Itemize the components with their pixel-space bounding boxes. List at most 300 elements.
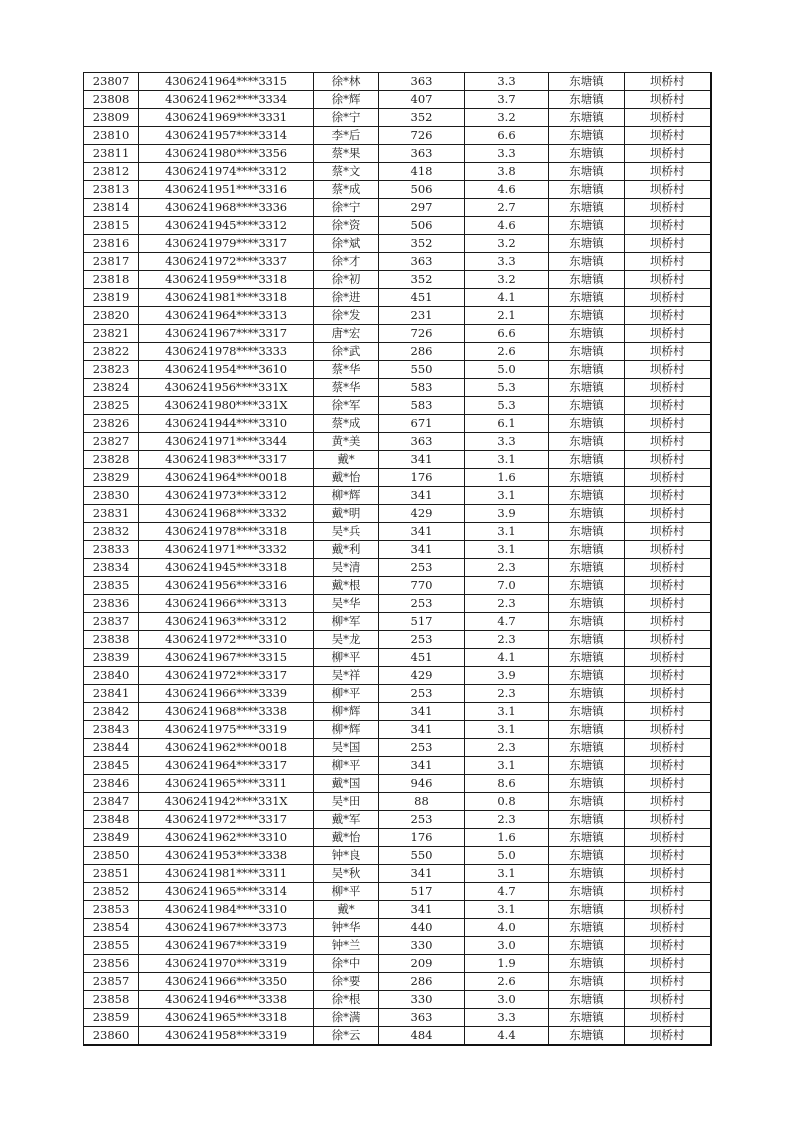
name-cell: 徐*发 [314, 307, 379, 325]
table-row [84, 451, 711, 469]
area-cell: 2.1 [465, 307, 549, 325]
town-cell: 东塘镇 [549, 91, 625, 109]
village-cell: 坝桥村 [625, 325, 711, 343]
table-row [84, 505, 711, 523]
name-cell: 吴*田 [314, 793, 379, 811]
village-cell: 坝桥村 [625, 973, 711, 991]
table-row [84, 577, 711, 595]
area-cell: 4.7 [465, 883, 549, 901]
name-cell: 蔡*华 [314, 361, 379, 379]
town-cell: 东塘镇 [549, 73, 625, 91]
table-row [84, 469, 711, 487]
village-cell: 坝桥村 [625, 685, 711, 703]
table-row [84, 379, 711, 397]
table-row [84, 901, 711, 919]
table-row [84, 289, 711, 307]
village-cell: 坝桥村 [625, 199, 711, 217]
village-cell: 坝桥村 [625, 289, 711, 307]
town-cell: 东塘镇 [549, 145, 625, 163]
table-row [84, 865, 711, 883]
town-cell: 东塘镇 [549, 631, 625, 649]
town-cell: 东塘镇 [549, 577, 625, 595]
area-cell: 5.0 [465, 361, 549, 379]
name-cell: 柳*平 [314, 757, 379, 775]
id-number-cell: 4306241973****3312 [139, 487, 314, 505]
table-row [84, 145, 711, 163]
area-cell: 2.3 [465, 685, 549, 703]
table-row [84, 397, 711, 415]
id-number-cell: 4306241959****3318 [139, 271, 314, 289]
serial-number-cell: 23818 [84, 271, 139, 289]
amount-cell: 352 [379, 235, 465, 253]
id-number-cell: 4306241978****3333 [139, 343, 314, 361]
id-number-cell: 4306241980****3356 [139, 145, 314, 163]
id-number-cell: 4306241967****3373 [139, 919, 314, 937]
table-row [84, 415, 711, 433]
amount-cell: 517 [379, 883, 465, 901]
amount-cell: 352 [379, 109, 465, 127]
roster-table-body [84, 73, 711, 1046]
name-cell: 徐*根 [314, 991, 379, 1009]
table-row [84, 793, 711, 811]
area-cell: 3.3 [465, 1009, 549, 1027]
village-cell: 坝桥村 [625, 793, 711, 811]
village-cell: 坝桥村 [625, 901, 711, 919]
name-cell: 钟*兰 [314, 937, 379, 955]
amount-cell: 726 [379, 127, 465, 145]
serial-number-cell: 23827 [84, 433, 139, 451]
table-row [84, 631, 711, 649]
name-cell: 吴*清 [314, 559, 379, 577]
village-cell: 坝桥村 [625, 433, 711, 451]
town-cell: 东塘镇 [549, 109, 625, 127]
town-cell: 东塘镇 [549, 343, 625, 361]
amount-cell: 341 [379, 451, 465, 469]
area-cell: 4.1 [465, 649, 549, 667]
id-number-cell: 4306241965****3314 [139, 883, 314, 901]
amount-cell: 209 [379, 955, 465, 973]
amount-cell: 341 [379, 757, 465, 775]
amount-cell: 253 [379, 631, 465, 649]
id-number-cell: 4306241964****3317 [139, 757, 314, 775]
name-cell: 蔡*成 [314, 415, 379, 433]
amount-cell: 484 [379, 1027, 465, 1046]
serial-number-cell: 23816 [84, 235, 139, 253]
area-cell: 3.9 [465, 505, 549, 523]
table-row [84, 1027, 711, 1046]
village-cell: 坝桥村 [625, 343, 711, 361]
amount-cell: 363 [379, 73, 465, 91]
id-number-cell: 4306241972****3317 [139, 811, 314, 829]
serial-number-cell: 23838 [84, 631, 139, 649]
serial-number-cell: 23857 [84, 973, 139, 991]
amount-cell: 451 [379, 649, 465, 667]
area-cell: 3.1 [465, 487, 549, 505]
area-cell: 5.0 [465, 847, 549, 865]
id-number-cell: 4306241964****0018 [139, 469, 314, 487]
id-number-cell: 4306241953****3338 [139, 847, 314, 865]
name-cell: 吴*秋 [314, 865, 379, 883]
serial-number-cell: 23831 [84, 505, 139, 523]
name-cell: 徐*资 [314, 217, 379, 235]
area-cell: 2.3 [465, 595, 549, 613]
village-cell: 坝桥村 [625, 829, 711, 847]
town-cell: 东塘镇 [549, 955, 625, 973]
name-cell: 蔡*果 [314, 145, 379, 163]
table-row [84, 973, 711, 991]
town-cell: 东塘镇 [549, 163, 625, 181]
area-cell: 4.6 [465, 217, 549, 235]
town-cell: 东塘镇 [549, 397, 625, 415]
amount-cell: 583 [379, 397, 465, 415]
id-number-cell: 4306241942****331X [139, 793, 314, 811]
town-cell: 东塘镇 [549, 253, 625, 271]
area-cell: 3.3 [465, 433, 549, 451]
name-cell: 徐*宁 [314, 199, 379, 217]
name-cell: 柳*平 [314, 649, 379, 667]
amount-cell: 946 [379, 775, 465, 793]
name-cell: 戴*军 [314, 811, 379, 829]
serial-number-cell: 23812 [84, 163, 139, 181]
town-cell: 东塘镇 [549, 937, 625, 955]
village-cell: 坝桥村 [625, 253, 711, 271]
name-cell: 李*后 [314, 127, 379, 145]
area-cell: 4.7 [465, 613, 549, 631]
table-row [84, 613, 711, 631]
area-cell: 6.1 [465, 415, 549, 433]
village-cell: 坝桥村 [625, 469, 711, 487]
table-row [84, 127, 711, 145]
serial-number-cell: 23853 [84, 901, 139, 919]
table-row [84, 523, 711, 541]
id-number-cell: 4306241972****3310 [139, 631, 314, 649]
serial-number-cell: 23855 [84, 937, 139, 955]
area-cell: 3.3 [465, 253, 549, 271]
amount-cell: 341 [379, 901, 465, 919]
serial-number-cell: 23811 [84, 145, 139, 163]
serial-number-cell: 23817 [84, 253, 139, 271]
table-row [84, 919, 711, 937]
name-cell: 戴*利 [314, 541, 379, 559]
village-cell: 坝桥村 [625, 541, 711, 559]
town-cell: 东塘镇 [549, 451, 625, 469]
serial-number-cell: 23808 [84, 91, 139, 109]
serial-number-cell: 23820 [84, 307, 139, 325]
serial-number-cell: 23821 [84, 325, 139, 343]
serial-number-cell: 23842 [84, 703, 139, 721]
table-row [84, 775, 711, 793]
name-cell: 徐*林 [314, 73, 379, 91]
amount-cell: 583 [379, 379, 465, 397]
table-row [84, 163, 711, 181]
amount-cell: 88 [379, 793, 465, 811]
name-cell: 戴*怡 [314, 469, 379, 487]
area-cell: 4.6 [465, 181, 549, 199]
name-cell: 柳*辉 [314, 703, 379, 721]
table-row [84, 739, 711, 757]
serial-number-cell: 23850 [84, 847, 139, 865]
table-row [84, 253, 711, 271]
table-row [84, 307, 711, 325]
amount-cell: 341 [379, 523, 465, 541]
town-cell: 东塘镇 [549, 505, 625, 523]
id-number-cell: 4306241956****331X [139, 379, 314, 397]
amount-cell: 363 [379, 145, 465, 163]
name-cell: 黄*美 [314, 433, 379, 451]
town-cell: 东塘镇 [549, 991, 625, 1009]
area-cell: 3.9 [465, 667, 549, 685]
area-cell: 2.6 [465, 343, 549, 361]
village-cell: 坝桥村 [625, 937, 711, 955]
name-cell: 徐*辉 [314, 91, 379, 109]
town-cell: 东塘镇 [549, 829, 625, 847]
id-number-cell: 4306241972****3317 [139, 667, 314, 685]
town-cell: 东塘镇 [549, 685, 625, 703]
serial-number-cell: 23851 [84, 865, 139, 883]
name-cell: 徐*进 [314, 289, 379, 307]
village-cell: 坝桥村 [625, 397, 711, 415]
village-cell: 坝桥村 [625, 649, 711, 667]
area-cell: 1.6 [465, 829, 549, 847]
amount-cell: 286 [379, 343, 465, 361]
area-cell: 3.3 [465, 73, 549, 91]
name-cell: 蔡*成 [314, 181, 379, 199]
table-row [84, 685, 711, 703]
serial-number-cell: 23815 [84, 217, 139, 235]
area-cell: 6.6 [465, 325, 549, 343]
id-number-cell: 4306241981****3318 [139, 289, 314, 307]
table-row [84, 271, 711, 289]
town-cell: 东塘镇 [549, 1027, 625, 1046]
serial-number-cell: 23810 [84, 127, 139, 145]
id-number-cell: 4306241956****3316 [139, 577, 314, 595]
serial-number-cell: 23847 [84, 793, 139, 811]
table-row [84, 181, 711, 199]
id-number-cell: 4306241951****3316 [139, 181, 314, 199]
area-cell: 2.6 [465, 973, 549, 991]
area-cell: 4.4 [465, 1027, 549, 1046]
table-row [84, 235, 711, 253]
amount-cell: 550 [379, 361, 465, 379]
amount-cell: 330 [379, 991, 465, 1009]
id-number-cell: 4306241962****3310 [139, 829, 314, 847]
area-cell: 3.3 [465, 145, 549, 163]
amount-cell: 517 [379, 613, 465, 631]
table-row [84, 487, 711, 505]
area-cell: 3.1 [465, 757, 549, 775]
id-number-cell: 4306241974****3312 [139, 163, 314, 181]
serial-number-cell: 23837 [84, 613, 139, 631]
amount-cell: 506 [379, 217, 465, 235]
area-cell: 8.6 [465, 775, 549, 793]
name-cell: 吴*兵 [314, 523, 379, 541]
serial-number-cell: 23844 [84, 739, 139, 757]
name-cell: 徐*斌 [314, 235, 379, 253]
amount-cell: 451 [379, 289, 465, 307]
town-cell: 东塘镇 [549, 559, 625, 577]
amount-cell: 176 [379, 469, 465, 487]
name-cell: 徐*要 [314, 973, 379, 991]
town-cell: 东塘镇 [549, 811, 625, 829]
name-cell: 吴*龙 [314, 631, 379, 649]
id-number-cell: 4306241964****3313 [139, 307, 314, 325]
id-number-cell: 4306241958****3319 [139, 1027, 314, 1046]
table-row [84, 91, 711, 109]
serial-number-cell: 23840 [84, 667, 139, 685]
table-row [84, 361, 711, 379]
table-row [84, 109, 711, 127]
id-number-cell: 4306241972****3337 [139, 253, 314, 271]
serial-number-cell: 23830 [84, 487, 139, 505]
name-cell: 戴*怡 [314, 829, 379, 847]
town-cell: 东塘镇 [549, 523, 625, 541]
id-number-cell: 4306241969****3331 [139, 109, 314, 127]
table-row [84, 325, 711, 343]
serial-number-cell: 23824 [84, 379, 139, 397]
village-cell: 坝桥村 [625, 865, 711, 883]
serial-number-cell: 23841 [84, 685, 139, 703]
amount-cell: 341 [379, 865, 465, 883]
name-cell: 徐*中 [314, 955, 379, 973]
amount-cell: 352 [379, 271, 465, 289]
area-cell: 3.1 [465, 901, 549, 919]
town-cell: 东塘镇 [549, 973, 625, 991]
serial-number-cell: 23849 [84, 829, 139, 847]
town-cell: 东塘镇 [549, 181, 625, 199]
serial-number-cell: 23825 [84, 397, 139, 415]
village-cell: 坝桥村 [625, 415, 711, 433]
amount-cell: 231 [379, 307, 465, 325]
table-row [84, 433, 711, 451]
area-cell: 6.6 [465, 127, 549, 145]
table-row [84, 757, 711, 775]
id-number-cell: 4306241979****3317 [139, 235, 314, 253]
table-row [84, 703, 711, 721]
amount-cell: 286 [379, 973, 465, 991]
area-cell: 3.1 [465, 865, 549, 883]
serial-number-cell: 23807 [84, 73, 139, 91]
id-number-cell: 4306241968****3332 [139, 505, 314, 523]
village-cell: 坝桥村 [625, 757, 711, 775]
town-cell: 东塘镇 [549, 793, 625, 811]
area-cell: 3.2 [465, 235, 549, 253]
id-number-cell: 4306241978****3318 [139, 523, 314, 541]
name-cell: 唐*宏 [314, 325, 379, 343]
serial-number-cell: 23854 [84, 919, 139, 937]
town-cell: 东塘镇 [549, 649, 625, 667]
village-cell: 坝桥村 [625, 109, 711, 127]
village-cell: 坝桥村 [625, 577, 711, 595]
name-cell: 徐*初 [314, 271, 379, 289]
town-cell: 东塘镇 [549, 415, 625, 433]
serial-number-cell: 23839 [84, 649, 139, 667]
area-cell: 3.2 [465, 109, 549, 127]
area-cell: 5.3 [465, 397, 549, 415]
area-cell: 2.3 [465, 811, 549, 829]
village-cell: 坝桥村 [625, 595, 711, 613]
area-cell: 2.3 [465, 631, 549, 649]
town-cell: 东塘镇 [549, 217, 625, 235]
serial-number-cell: 23860 [84, 1027, 139, 1046]
amount-cell: 363 [379, 253, 465, 271]
village-cell: 坝桥村 [625, 1009, 711, 1027]
village-cell: 坝桥村 [625, 631, 711, 649]
table-row [84, 559, 711, 577]
id-number-cell: 4306241944****3310 [139, 415, 314, 433]
village-cell: 坝桥村 [625, 847, 711, 865]
village-cell: 坝桥村 [625, 91, 711, 109]
serial-number-cell: 23822 [84, 343, 139, 361]
name-cell: 戴*明 [314, 505, 379, 523]
town-cell: 东塘镇 [549, 541, 625, 559]
serial-number-cell: 23829 [84, 469, 139, 487]
id-number-cell: 4306241971****3344 [139, 433, 314, 451]
area-cell: 3.1 [465, 721, 549, 739]
town-cell: 东塘镇 [549, 919, 625, 937]
amount-cell: 429 [379, 505, 465, 523]
table-row [84, 955, 711, 973]
serial-number-cell: 23823 [84, 361, 139, 379]
town-cell: 东塘镇 [549, 703, 625, 721]
town-cell: 东塘镇 [549, 127, 625, 145]
area-cell: 2.3 [465, 559, 549, 577]
name-cell: 柳*辉 [314, 487, 379, 505]
village-cell: 坝桥村 [625, 919, 711, 937]
name-cell: 柳*辉 [314, 721, 379, 739]
town-cell: 东塘镇 [549, 469, 625, 487]
village-cell: 坝桥村 [625, 505, 711, 523]
id-number-cell: 4306241975****3319 [139, 721, 314, 739]
town-cell: 东塘镇 [549, 721, 625, 739]
id-number-cell: 4306241946****3338 [139, 991, 314, 1009]
amount-cell: 770 [379, 577, 465, 595]
name-cell: 钟*良 [314, 847, 379, 865]
table-row [84, 343, 711, 361]
table-row [84, 649, 711, 667]
serial-number-cell: 23856 [84, 955, 139, 973]
village-cell: 坝桥村 [625, 991, 711, 1009]
id-number-cell: 4306241968****3336 [139, 199, 314, 217]
amount-cell: 407 [379, 91, 465, 109]
id-number-cell: 4306241966****3339 [139, 685, 314, 703]
name-cell: 吴*国 [314, 739, 379, 757]
amount-cell: 253 [379, 685, 465, 703]
area-cell: 7.0 [465, 577, 549, 595]
serial-number-cell: 23828 [84, 451, 139, 469]
id-number-cell: 4306241965****3311 [139, 775, 314, 793]
village-cell: 坝桥村 [625, 703, 711, 721]
village-cell: 坝桥村 [625, 307, 711, 325]
serial-number-cell: 23845 [84, 757, 139, 775]
amount-cell: 253 [379, 559, 465, 577]
village-cell: 坝桥村 [625, 559, 711, 577]
town-cell: 东塘镇 [549, 199, 625, 217]
town-cell: 东塘镇 [549, 667, 625, 685]
name-cell: 钟*华 [314, 919, 379, 937]
id-number-cell: 4306241966****3350 [139, 973, 314, 991]
town-cell: 东塘镇 [549, 361, 625, 379]
id-number-cell: 4306241965****3318 [139, 1009, 314, 1027]
area-cell: 2.3 [465, 739, 549, 757]
amount-cell: 341 [379, 487, 465, 505]
id-number-cell: 4306241970****3319 [139, 955, 314, 973]
amount-cell: 363 [379, 1009, 465, 1027]
table-row [84, 991, 711, 1009]
town-cell: 东塘镇 [549, 325, 625, 343]
roster-table [83, 72, 712, 1046]
table-row [84, 811, 711, 829]
table-row [84, 217, 711, 235]
